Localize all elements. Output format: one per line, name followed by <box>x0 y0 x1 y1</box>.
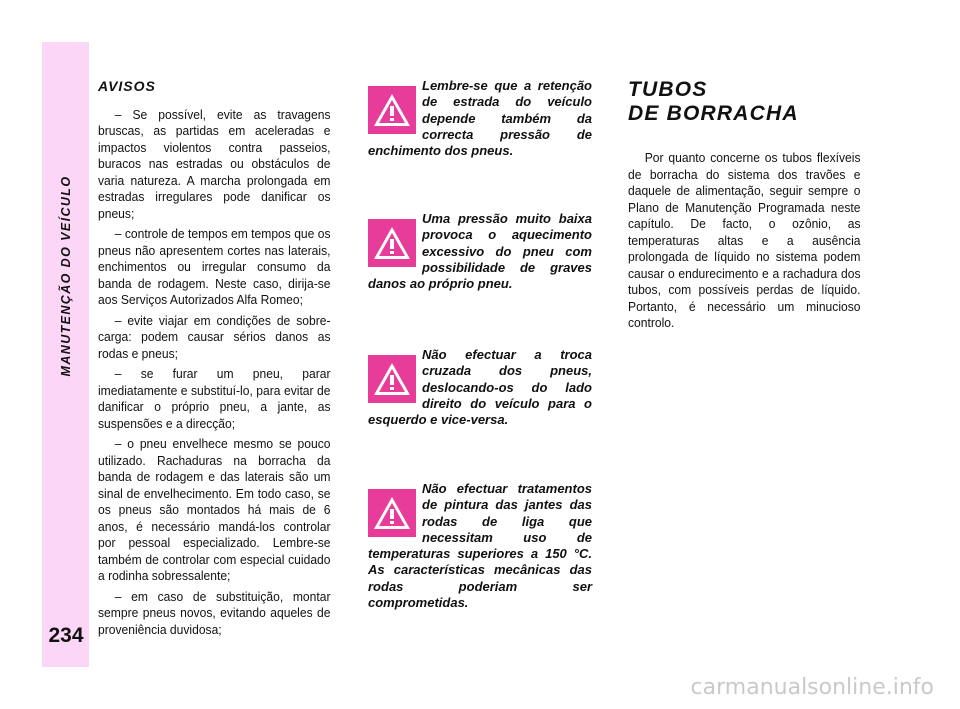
warning-box <box>368 347 592 428</box>
warning-triangle-icon <box>368 219 416 267</box>
title-line-2: DE BORRACHA <box>628 102 799 125</box>
warning-triangle-icon <box>368 355 416 403</box>
warning-item: – se furar um pneu, parar imediatamente e substituí-lo, para evitar de danificar o próprio pneu, a jante, as suspensões e a direcção; <box>98 366 331 431</box>
rubber-tubes-body: Por quanto concerne os tubos flexíveis de borracha do sistema dos travões e daquele de alimentação, seguir sempre o Plano de Manutenção Programada neste capítulo. De facto, o ozônio, as temperaturas altas e a ausência prolongada de líquido no sistema podem causar o endurecimento e a rachadura dos tubos, com possíveis perdas de líquido. Portanto, é necessário um minucioso controlo. <box>628 150 861 330</box>
warning-text: Não efectuar a troca cruzada dos pneus, deslocando-os do lado direito do veículo para o esquerdo e vice-versa. <box>368 347 592 428</box>
warning-item: – o pneu envelhece mesmo se pouco utilizado. Rachaduras na borracha da banda de rodagem e das laterais são um sinal de envelhecimento. Em todo caso, se os pneus são montados há mais de 6 anos, é necessário mandá-los controlar por pessoal especializado. Lembre-se também de controlar com especial cuidado a rodinha sobressalente; <box>98 436 331 583</box>
warnings-column <box>98 78 330 642</box>
warning-item: – evite viajar em condições de sobre-carga: podem causar sérios danos as rodas e pneus; <box>98 312 331 361</box>
warning-triangle-icon <box>368 489 416 537</box>
warning-box <box>368 78 592 159</box>
warning-box <box>368 211 592 292</box>
warning-text: Lembre-se que a retenção de estrada do veículo depende também da correcta pressão de enchimento dos pneus. <box>368 78 592 159</box>
warning-text: Não efectuar tratamentos de pintura das jantes das rodas de liga que necessitam uso de temperaturas superiores a 150 °C. As características mecânicas das rodas poderiam ser comprometidas. <box>368 481 592 611</box>
warning-text: Uma pressão muito baixa provoca o aquecimento excessivo do pneu com possibilidade de graves danos ao próprio pneu. <box>368 211 592 292</box>
warnings-heading: AVISOS <box>98 78 156 94</box>
watermark: carmanualsonline.info <box>690 675 934 700</box>
warning-box <box>368 481 592 611</box>
section-title: MANUTENÇÃO DO VEÍCULO <box>59 175 73 377</box>
rubber-tubes-title <box>628 78 861 126</box>
page-number: 234 <box>48 624 84 647</box>
warning-item: – controle de tempos em tempos que os pneus não apresentem cortes nas laterais, enchimentos ou irregular consumo da banda de rodagem. Neste caso, dirija-se aos Serviços Autorizados Alfa Romeo; <box>98 226 331 307</box>
warning-item: – em caso de substituição, montar sempre pneus novos, evitando aqueles de proveniência duvidosa; <box>98 588 331 637</box>
title-line-1: TUBOS <box>628 78 708 101</box>
rubber-tubes-section <box>628 78 861 332</box>
warning-item: – Se possível, evite as travagens bruscas, as partidas em aceleradas e impactos violentos contra passeios, buracos nas estradas ou obstáculos de varia natureza. A marcha prolongada em estradas irregulares pode danificar os pneus; <box>98 106 331 221</box>
warning-triangle-icon <box>368 86 416 134</box>
